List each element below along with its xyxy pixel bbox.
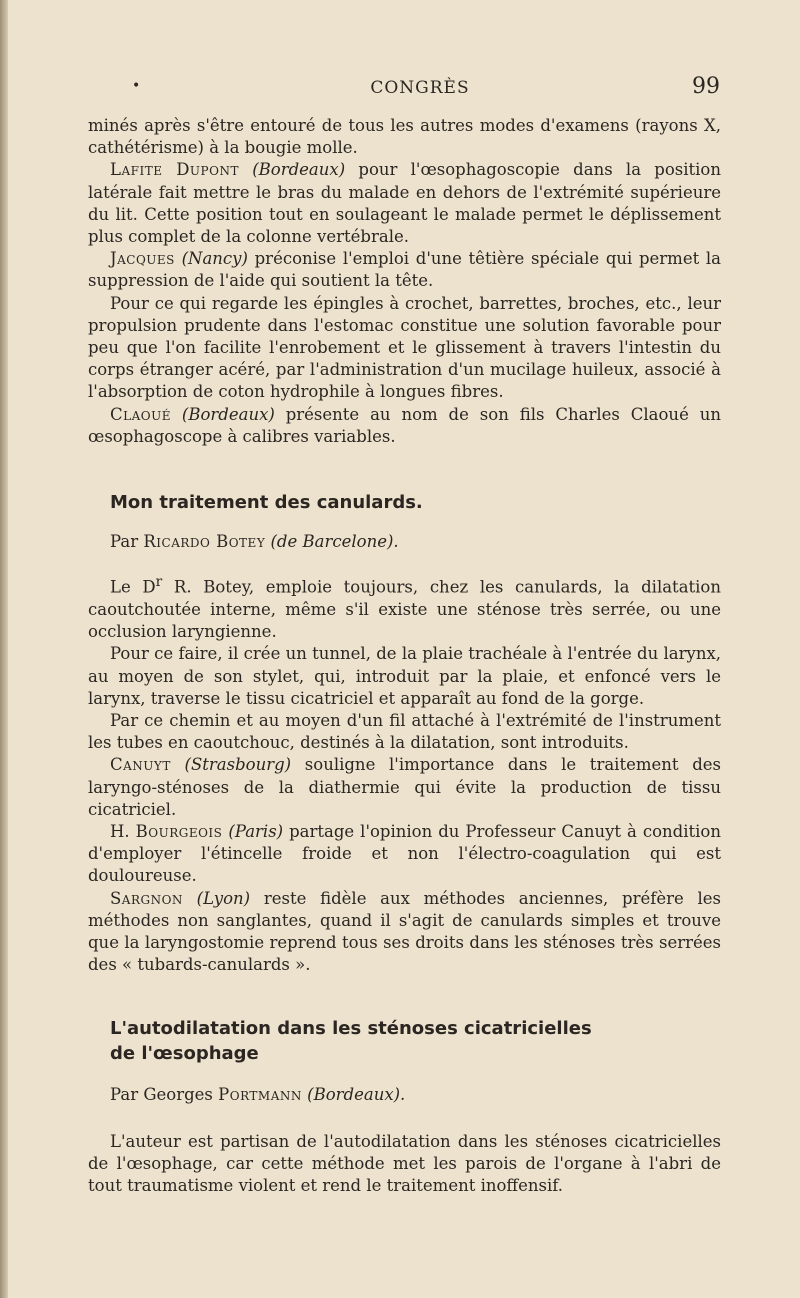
- paragraph-text: reste fidèle aux méthodes anciennes, préfère les méthodes non sanglantes, quand il s'agit de canulards simples et trouve que la laryngostomie reprend tous ses droits dans les sténoses très serrées des « tubards-canulards ».: [88, 888, 721, 975]
- paragraph: [88, 821, 721, 888]
- paragraph-text: partage l'opinion du Professeur Canuyt à condition d'employer l'étincelle froide et non l'électro-coagulation qui est douloureuse.: [88, 821, 721, 886]
- paragraph: [88, 888, 721, 977]
- place-name: (Strasbourg): [184, 755, 292, 775]
- place-name: (Lyon): [196, 888, 251, 908]
- header-mark: •: [132, 78, 141, 94]
- person-name: Jacques: [110, 249, 175, 269]
- author-place: (Bordeaux).: [307, 1085, 406, 1105]
- byline: [88, 1084, 721, 1106]
- paragraph: [88, 248, 721, 292]
- place-name: (Bordeaux): [252, 160, 346, 180]
- paragraph-text: préconise l'emploi d'une têtière spéciale qui permet la suppression de l'aide qui soutient la tête.: [88, 249, 722, 291]
- paragraph-text: R. Botey, emploie toujours, chez les canulards, la dilatation caoutchoutée interne, même s'il existe une sténose très serrée, ou une occlusion laryngienne.: [88, 577, 721, 642]
- name-prefix: H.: [110, 821, 136, 841]
- place-name: (Paris): [228, 821, 284, 841]
- paragraph: L'auteur est partisan de l'autodilatation dans les sténoses cicatricielles de l'œsophage, car cette méthode met les parois de l'organe à l'abri de tout traumatisme violent et rend le traitement inoffensif.: [88, 1131, 721, 1196]
- page-body: [88, 115, 721, 1197]
- paragraph: Pour ce qui regarde les épingles à crochet, barrettes, broches, etc., leur propulsion prudente dans l'estomac constitue une solution favorable pour peu que l'on facilite l'enrobement et le glissement à travers l'intestin du corps étranger acéré, par l'administration d'un mucilage huileux, associé à l'absorption de coton hydrophile à longues fibres.: [88, 293, 721, 402]
- paragraph: [88, 754, 721, 821]
- author-name: Portmann: [218, 1085, 302, 1105]
- paragraph: [88, 404, 721, 448]
- paragraph-text: souligne l'importance dans le traitement des laryngo-sténoses de la diathermie qui évite la production de tissu cicatriciel.: [88, 755, 721, 819]
- paragraph: Pour ce faire, il crée un tunnel, de la plaie trachéale à l'entrée du larynx, au moyen de son stylet, qui, introduit par la plaie, et enfoncé vers le larynx, traverse le tissu cicatriciel et apparaît au fond de la gorge.: [88, 644, 721, 708]
- author-first-name: Georges: [143, 1085, 213, 1105]
- superscript: r: [155, 574, 163, 591]
- paragraph: [88, 571, 721, 643]
- page-number: 99: [692, 74, 720, 99]
- place-name: (Nancy): [181, 249, 248, 269]
- page-edge: [0, 0, 8, 1298]
- paragraph-text: Le D: [110, 577, 156, 597]
- person-name: Sargnon: [110, 888, 183, 908]
- section-title: L'autodilatation dans les sténoses cicatricielles: [110, 1018, 592, 1040]
- byline-prefix: Par: [110, 532, 139, 552]
- byline: [88, 531, 721, 553]
- place-name: (Bordeaux): [181, 404, 275, 424]
- author-name: Ricardo Botey: [143, 532, 266, 552]
- paragraph-text: pour l'œsophagoscopie dans la position latérale fait mettre le bras du malade en dehors de l'extrémité supérieure du lit. Cette position tout en soulageant le malade permet le déplissement plus complet de la colonne vertébrale.: [88, 160, 721, 247]
- running-title: CONGRÈS: [370, 78, 470, 98]
- byline-prefix: Par: [110, 1085, 139, 1105]
- person-name: Lafite Dupont: [110, 160, 239, 180]
- paragraph: Par ce chemin et au moyen d'un fil attaché à l'extrémité de l'instrument les tubes en caoutchouc, destinés à la dilatation, sont introduits.: [88, 710, 721, 753]
- person-name: Claoué: [110, 404, 171, 424]
- paragraph-text: présente au nom de son fils Charles Claoué un œsophagoscope à calibres variables.: [88, 404, 721, 446]
- author-place: (de Barcelone).: [270, 532, 399, 552]
- paragraph: [88, 159, 721, 248]
- person-name: Canuyt: [110, 755, 171, 775]
- page-header: [120, 74, 720, 102]
- person-name: Bourgeois: [135, 821, 223, 841]
- section-title: Mon traitement des canulards.: [110, 492, 423, 514]
- paragraph: minés après s'être entouré de tous les autres modes d'examens (rayons X, cathétérisme) à la bougie molle.: [88, 116, 721, 158]
- section-title: de l'œsophage: [110, 1043, 259, 1065]
